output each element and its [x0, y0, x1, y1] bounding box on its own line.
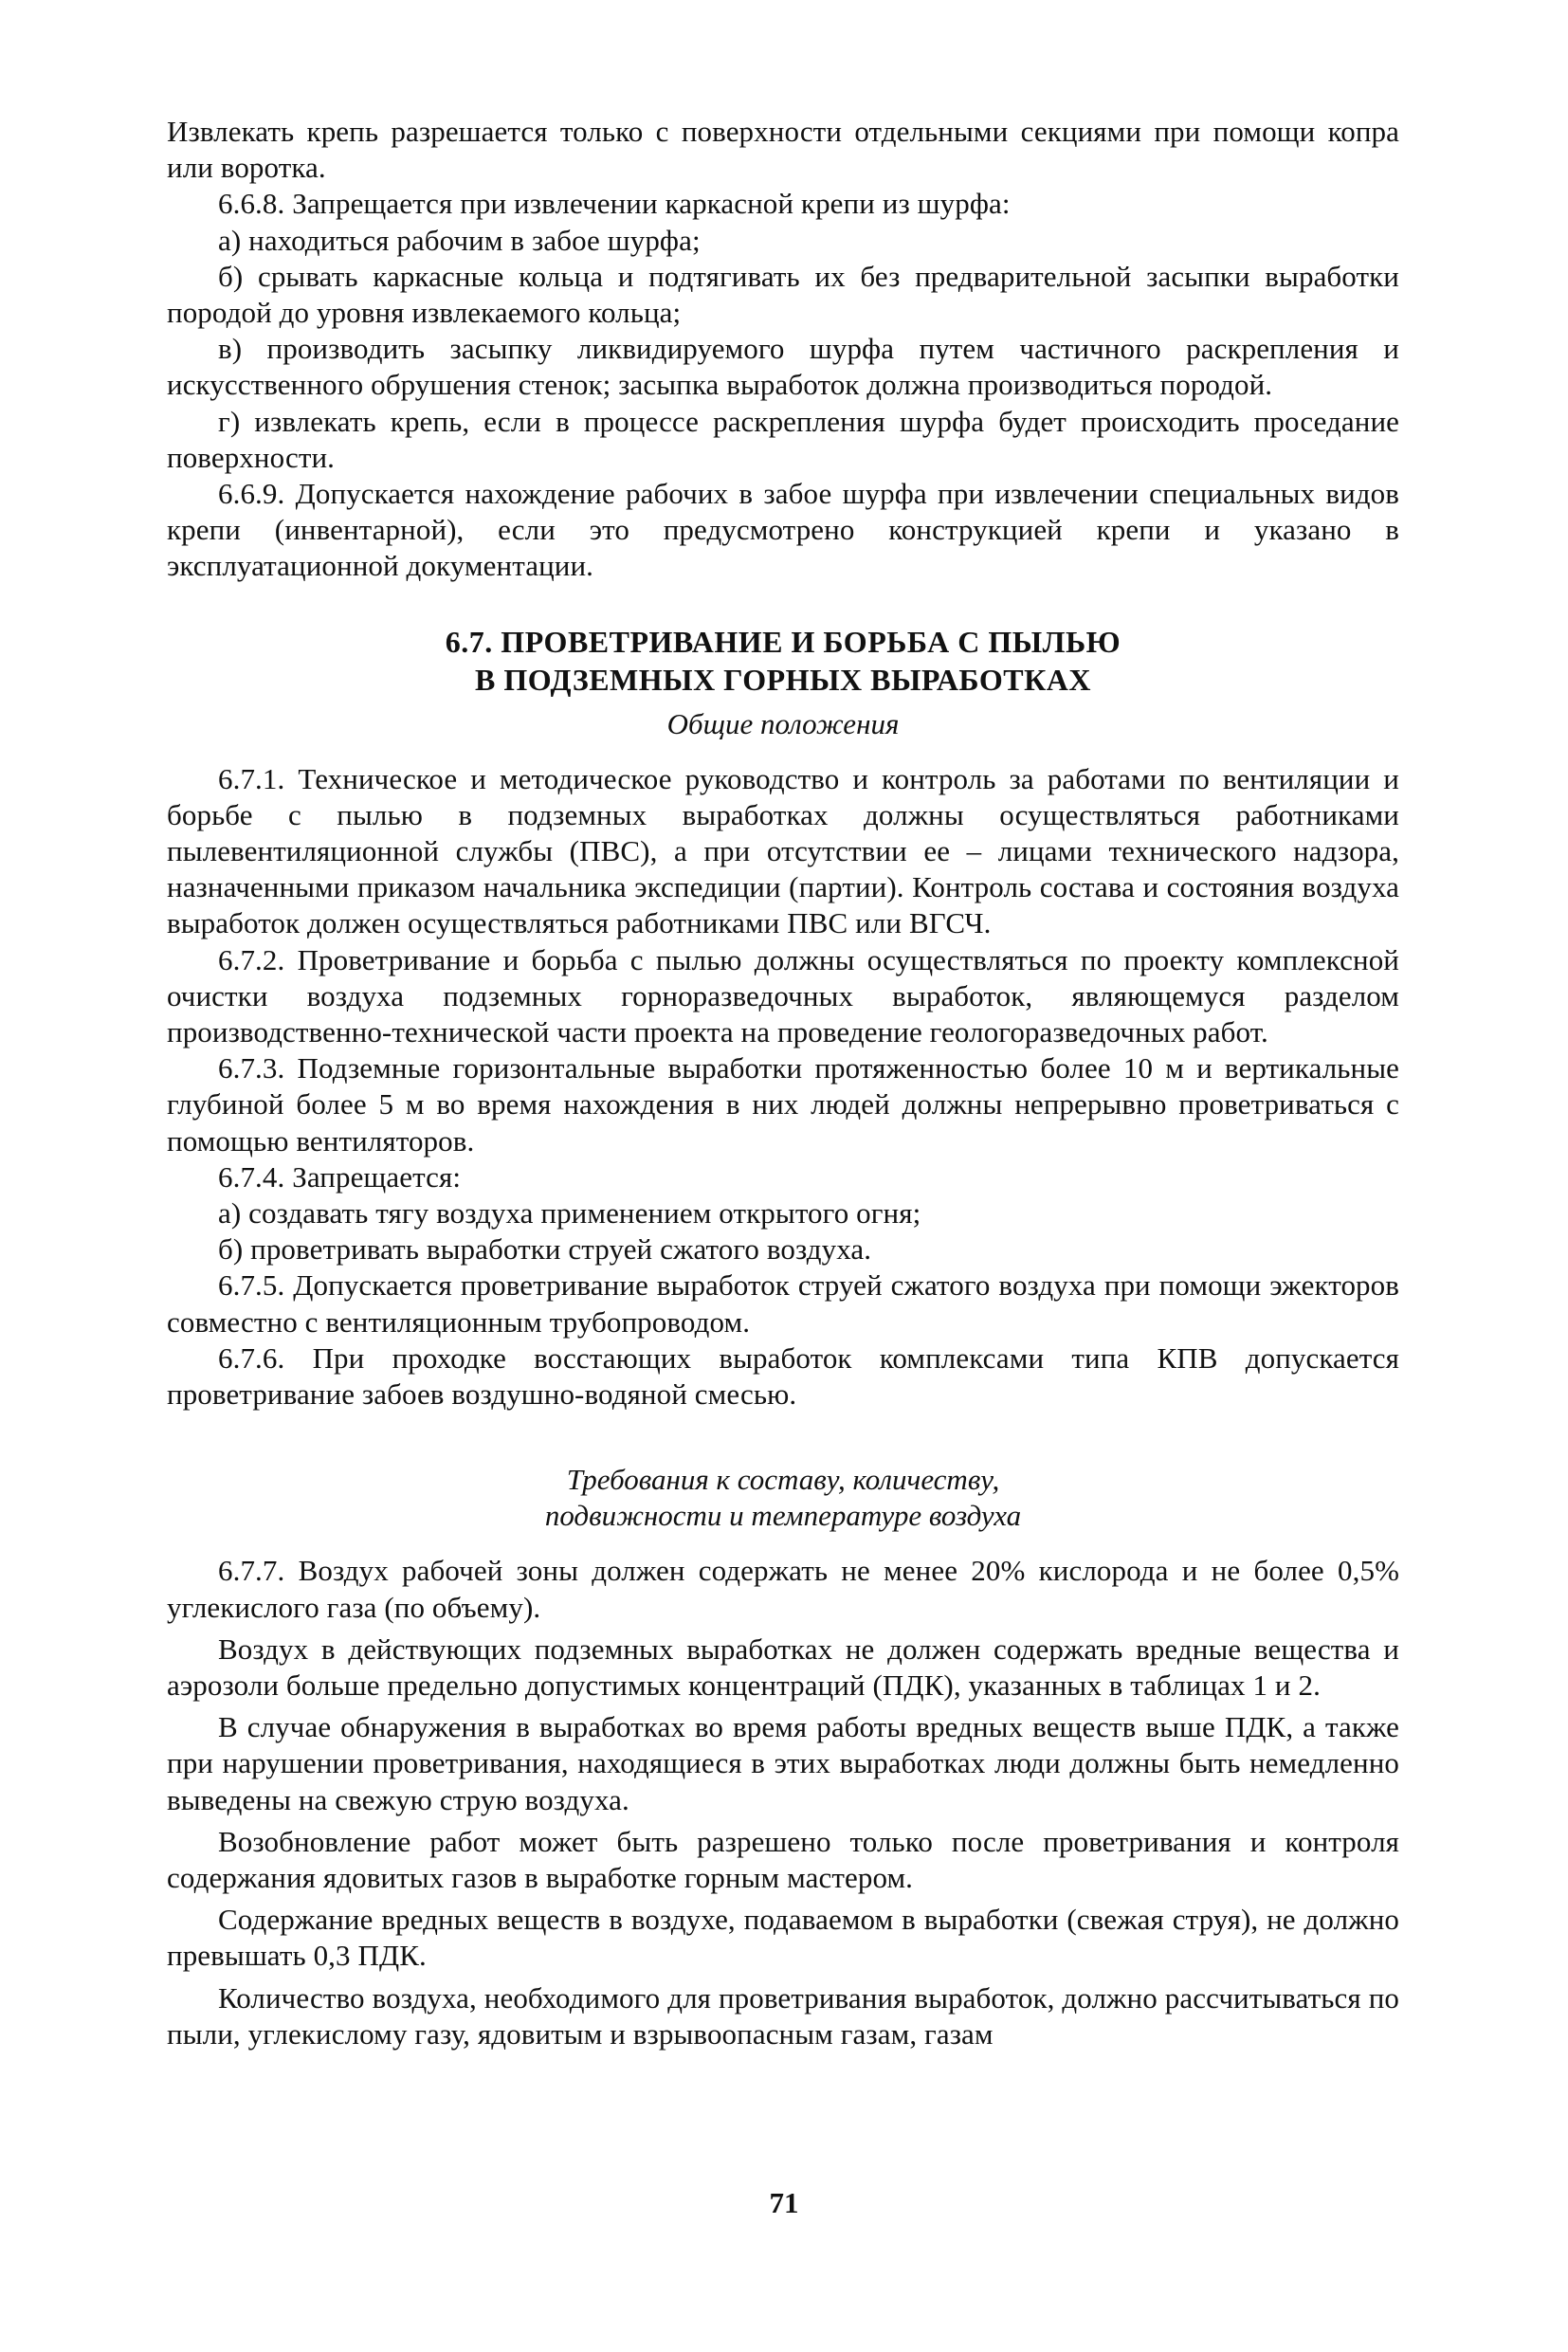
- list-item: г) извлекать крепь, если в процессе раскрепления шурфа будет происходить проседание поверхности.: [167, 404, 1399, 474]
- paragraph: 6.7.6. При проходке восстающих выработок комплексами типа КПВ допускается проветривание забоев воздушно-водяной смесью.: [167, 1340, 1399, 1412]
- paragraph: 6.7.4. Запрещается:: [218, 1159, 462, 1194]
- paragraph: Содержание вредных веществ в воздухе, подаваемом в выработки (свежая струя), не должно превышать 0,3 ПДК.: [167, 1903, 1399, 1973]
- paragraph: 6.7.1. Техническое и методическое руководство и контроль за работами по вентиляции и борьбе с пылью в подземных выработках должны осуществляться работниками пылевентиляционной службы (ПВС), а при отсутствии ее – лицами технического надзора, назначенными приказом начальника экспедиции (партии). Контроль состава и состояния воздуха выработок должен осуществляться работниками ПВС или ВГСЧ.: [167, 761, 1399, 940]
- paragraph: Извлекать крепь разрешается только с поверхности отдельными секциями при помощи копра или воротка.: [167, 115, 1399, 185]
- section-heading-line: В ПОДЗЕМНЫХ ГОРНЫХ ВЫРАБОТКАХ: [474, 662, 1092, 697]
- paragraph: 6.6.8. Запрещается при извлечении каркасной крепи из шурфа:: [218, 187, 1011, 221]
- paragraph: Возобновление работ может быть разрешено только после проветривания и контроля содержания ядовитых газов в выработке горным мастером.: [167, 1824, 1399, 1894]
- paragraph: Воздух в действующих подземных выработках не должен содержать вредные вещества и аэрозоли больше предельно допустимых концентраций (ПДК), указанных в таблицах 1 и 2.: [167, 1632, 1399, 1702]
- section-heading: [167, 623, 1399, 699]
- list-item: а) находиться рабочим в забое шурфа;: [218, 223, 701, 257]
- page-number: 71: [769, 2186, 799, 2219]
- paragraph: 6.6.9. Допускается нахождение рабочих в забое шурфа при извлечении специальных видов крепи (инвентарной), если это предусмотрено конструкцией крепи и указано в эксплуатационной документации.: [167, 477, 1399, 583]
- page-body: [167, 114, 1399, 2052]
- paragraph: 6.7.2. Проветривание и борьба с пылью должны осуществляться по проекту комплексной очистки воздуха подземных горноразведочных выработок, являющемуся разделом производственно-технической части проекта на проведение геологоразведочных работ.: [167, 942, 1399, 1049]
- list-item: в) производить засыпку ликвидируемого шурфа путем частичного раскрепления и искусственного обрушения стенок; засыпка выработок должна производиться породой.: [167, 332, 1399, 402]
- subheading-air-requirements: [167, 1462, 1399, 1534]
- subheading-line: Требования к составу, количеству,: [566, 1463, 1000, 1497]
- paragraph: В случае обнаружения в выработках во время работы вредных веществ выше ПДК, а также при нарушении проветривания, находящиеся в этих выработках люди должны быть немедленно выведены на свежую струю воздуха.: [167, 1710, 1399, 1816]
- list-item: б) проветривать выработки струей сжатого воздуха.: [218, 1232, 872, 1267]
- paragraph: 6.7.7. Воздух рабочей зоны должен содержать не менее 20% кислорода и не более 0,5% углекислого газа (по объему).: [167, 1554, 1399, 1624]
- subheading-line: подвижности и температуре воздуха: [544, 1499, 1022, 1533]
- section-heading-line: 6.7. ПРОВЕТРИВАНИЕ И БОРЬБА С ПЫЛЬЮ: [445, 624, 1121, 659]
- paragraph: 6.7.5. Допускается проветривание выработок струей сжатого воздуха при помощи эжекторов совместно с вентиляционным трубопроводом.: [167, 1268, 1399, 1339]
- subheading-general: Общие положения: [666, 706, 900, 740]
- paragraph: Количество воздуха, необходимого для проветривания выработок, должно рассчитываться по пыли, углекислому газу, ядовитым и взрывоопасным газам, газам: [167, 1980, 1399, 2051]
- paragraph: 6.7.3. Подземные горизонтальные выработки протяженностью более 10 м и вертикальные глубиной более 5 м во время нахождения в них людей должны непрерывно проветриваться с помощью вентиляторов.: [167, 1051, 1399, 1158]
- list-item: а) создавать тягу воздуха применением открытого огня;: [218, 1196, 921, 1231]
- list-item: б) срывать каркасные кольца и подтягивать их без предварительной засыпки выработки породой до уровня извлекаемого кольца;: [167, 259, 1399, 330]
